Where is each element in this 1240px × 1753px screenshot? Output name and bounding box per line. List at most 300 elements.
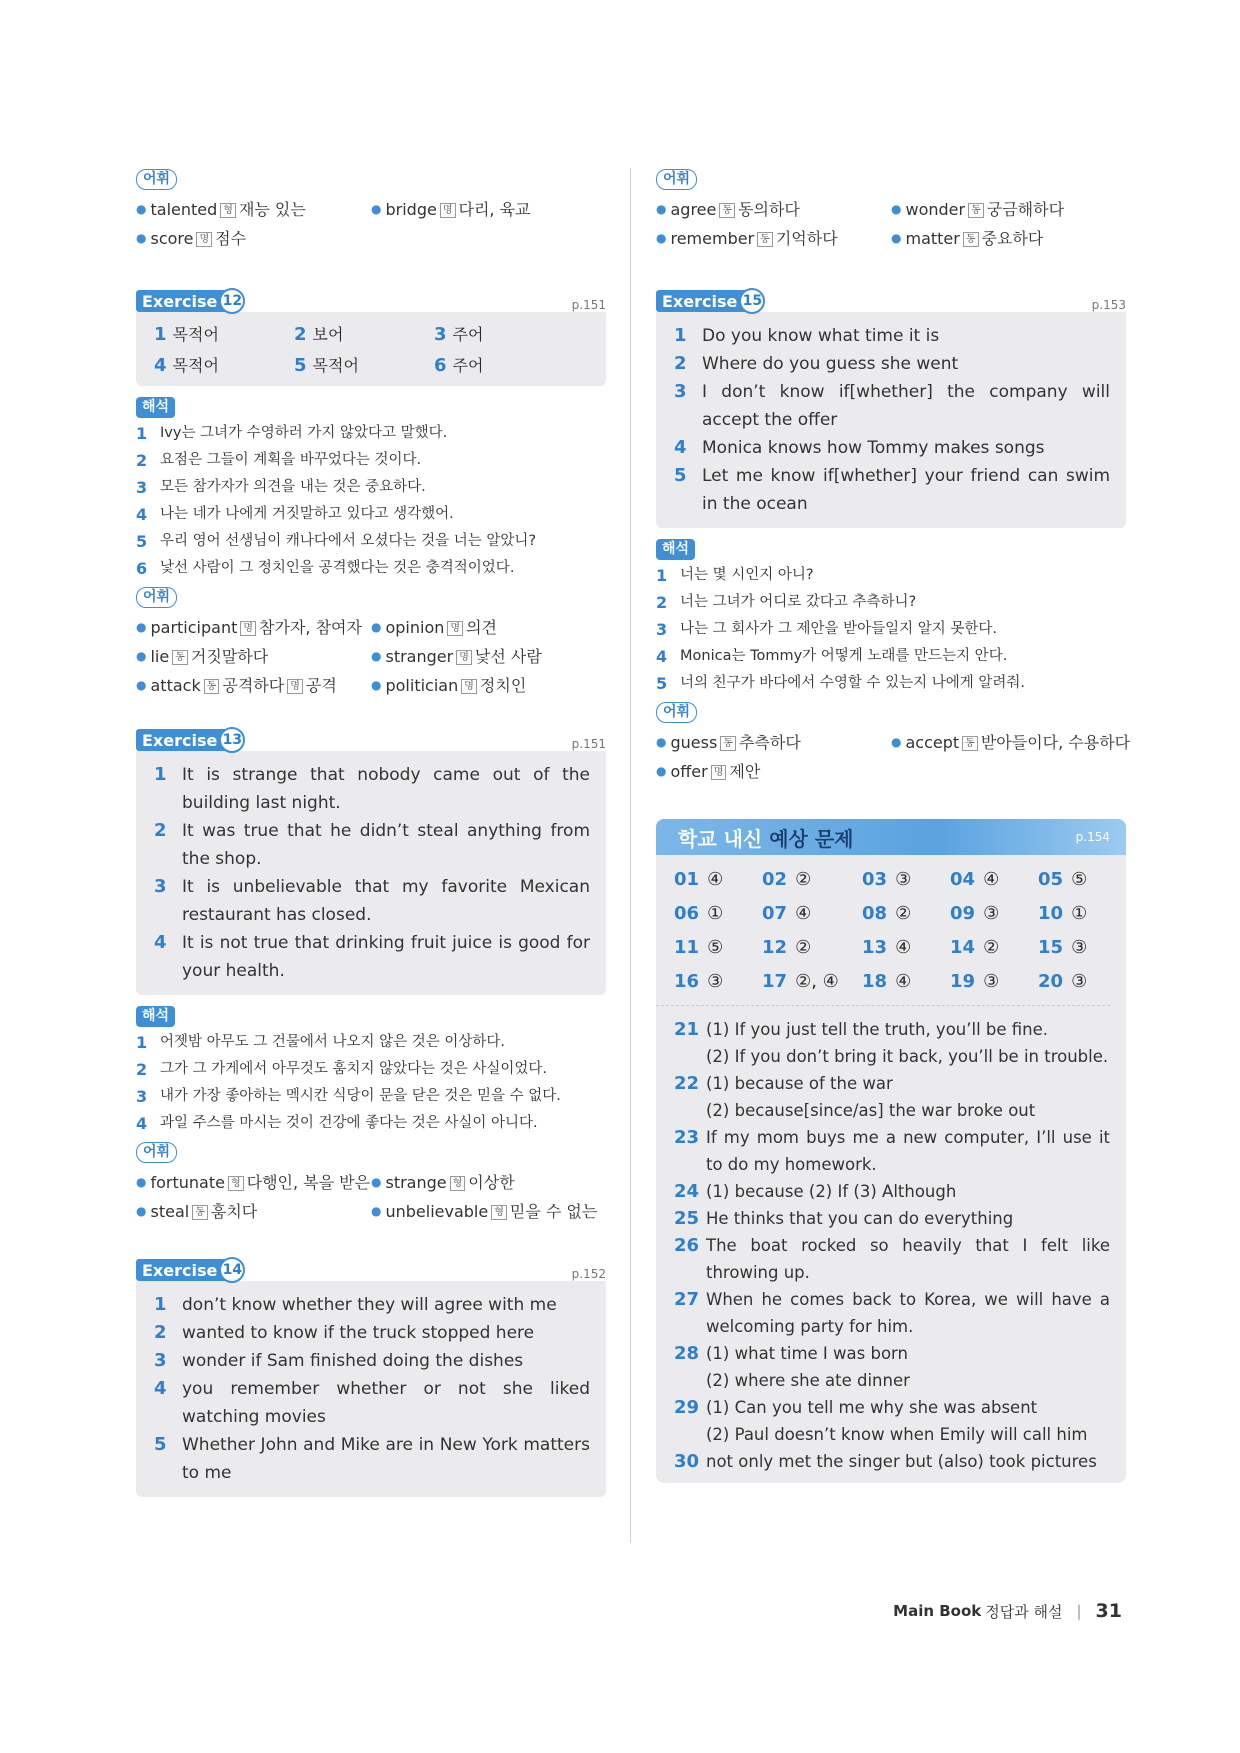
vocab-word: bridge: [385, 200, 437, 219]
question-number: 10: [1038, 903, 1064, 924]
translation-item: [136, 420, 606, 447]
question-number: 03: [862, 869, 888, 890]
bullet-icon: ●: [656, 735, 667, 749]
answer-text: Where do you guess she went: [702, 354, 959, 374]
answer-text: wanted to know if the truck stopped here: [182, 1323, 535, 1343]
vocab-item: [136, 1200, 371, 1223]
vocab-item: [136, 198, 371, 221]
question-number: 23: [674, 1127, 700, 1148]
footer-brand: Main Book: [893, 1602, 982, 1620]
question-number: 13: [862, 937, 888, 958]
part-of-speech-badge: 명: [440, 203, 456, 218]
translation-item: [136, 1110, 606, 1137]
translation-label: 해석: [136, 397, 175, 418]
question-number: 20: [1038, 971, 1064, 992]
vocab-item: [656, 198, 891, 221]
question-number: 22: [674, 1073, 700, 1094]
question-number: 15: [1038, 937, 1064, 958]
question-number: 30: [674, 1451, 700, 1472]
footer-separator: |: [1076, 1602, 1082, 1620]
short-answer-text: (2) Paul doesn’t know when Emily will call him: [706, 1425, 1088, 1444]
page-number: 31: [1095, 1600, 1122, 1622]
mc-answer: [862, 867, 950, 893]
vocab-meaning: 재능 있는: [238, 200, 306, 219]
vocab-word: attack: [150, 676, 201, 695]
vocab-label: 어휘: [656, 169, 697, 190]
question-number: 04: [950, 869, 976, 890]
answer-text: Whether John and Mike are in New York matters to me: [182, 1435, 590, 1483]
item-number: 2: [136, 451, 148, 470]
translation-item: [656, 643, 1126, 670]
vocab-item: [891, 731, 1131, 754]
answer-item: [154, 1347, 590, 1375]
item-number: 3: [674, 381, 687, 402]
vocab-label: 어휘: [136, 587, 177, 608]
answer-item: [674, 350, 1110, 378]
short-answer-item: [674, 1394, 1110, 1421]
choice-answer: ③: [983, 903, 1000, 924]
translation-item: [656, 589, 1126, 616]
vocab-meaning: 참가자, 참여자: [259, 618, 362, 637]
question-number: 06: [674, 903, 700, 924]
translation-text: 나는 네가 나에게 거짓말하고 있다고 생각했어.: [160, 506, 454, 522]
exercise-label: Exercise: [142, 730, 218, 750]
short-answer-item: [674, 1070, 1110, 1097]
page-reference: p.154: [1075, 830, 1110, 844]
vocab-word: lie: [150, 647, 170, 666]
vocab-meaning: 믿을 수 없는: [509, 1202, 598, 1221]
vocab-item: [371, 1200, 606, 1223]
translation-item: [656, 562, 1126, 589]
answer-item: [154, 873, 590, 929]
exercise-label: Exercise: [142, 291, 218, 311]
vocab-meaning: 다리, 육교: [458, 200, 531, 219]
vocab-word: participant: [150, 618, 238, 637]
short-answer-item: [674, 1286, 1110, 1340]
mc-answer: [950, 935, 1038, 961]
vocab-meaning: 공격하다: [222, 676, 285, 695]
vocab-word: offer: [670, 762, 708, 781]
answer-item: [434, 353, 574, 376]
vocab-word: politician: [385, 676, 459, 695]
vocab-section: [656, 168, 1126, 250]
item-number: 6: [136, 559, 148, 578]
question-number: 05: [1038, 869, 1064, 890]
answer-text: It is strange that nobody came out of the building last night.: [182, 765, 590, 813]
bullet-icon: ●: [891, 231, 902, 245]
bullet-icon: ●: [371, 620, 382, 634]
vocab-section: [136, 168, 606, 250]
item-number: 1: [136, 1033, 148, 1052]
exercise-header: [136, 1255, 606, 1281]
answer-text: don’t know whether they will agree with me: [182, 1295, 557, 1315]
answer-text: Monica knows how Tommy makes songs: [702, 438, 1045, 458]
bullet-icon: ●: [371, 1175, 382, 1189]
answer-item: [674, 434, 1110, 462]
translation-text: 너는 그녀가 어디로 갔다고 추측하니?: [680, 594, 917, 610]
vocab-meaning: 중요하다: [981, 229, 1044, 248]
bullet-icon: ●: [656, 202, 667, 216]
mc-answer: [674, 969, 762, 995]
answer-item: [154, 1375, 590, 1431]
mc-answer: [762, 867, 862, 893]
choice-answer: ④: [795, 903, 812, 924]
vocab-item: [656, 227, 891, 250]
vocab-item: [136, 227, 371, 250]
vocab-word: steal: [150, 1202, 190, 1221]
answer-box: [656, 312, 1126, 528]
vocab-word: matter: [905, 229, 960, 248]
translation-item: [136, 474, 606, 501]
choice-answer: ②: [795, 937, 812, 958]
mc-answer: [674, 867, 762, 893]
answer-item: [154, 353, 294, 376]
question-number: 07: [762, 903, 788, 924]
translation-item: [136, 1083, 606, 1110]
vocab-list: [136, 616, 606, 697]
right-column: [656, 168, 1131, 1483]
bullet-icon: ●: [371, 1204, 382, 1218]
choice-answer: ①: [707, 903, 724, 924]
vocab-meaning: 거짓말하다: [190, 647, 269, 666]
question-number: [674, 1367, 706, 1394]
question-number: 01: [674, 869, 700, 890]
part-of-speech-badge: 형: [491, 1205, 507, 1220]
short-answer-text: (2) If you don’t bring it back, you’ll be in trouble.: [706, 1047, 1109, 1066]
vocab-word: opinion: [385, 618, 445, 637]
exercise-label: Exercise: [662, 291, 738, 311]
vocab-meaning: 이상한: [468, 1173, 515, 1192]
short-answer-text: The boat rocked so heavily that I felt like throwing up.: [706, 1236, 1110, 1282]
answer-grid: [154, 322, 590, 376]
item-number: 4: [656, 647, 668, 666]
footer-subtitle: 정답과 해설: [985, 1602, 1063, 1621]
short-answer-item: [674, 1421, 1110, 1448]
question-number: 16: [674, 971, 700, 992]
answer-box: [136, 312, 606, 386]
short-answer-text: not only met the singer but (also) took pictures: [706, 1452, 1097, 1471]
vocab-meaning: 공격: [305, 676, 337, 695]
answer-item: [674, 462, 1110, 518]
vocab-meaning: 낯선 사람: [474, 647, 542, 666]
translation-item: [136, 1056, 606, 1083]
bullet-icon: ●: [136, 231, 147, 245]
vocab-word: agree: [670, 200, 717, 219]
translation-item: [656, 670, 1126, 697]
answer-text: 목적어: [172, 356, 219, 375]
item-number: 5: [154, 1434, 167, 1455]
part-of-speech-badge: 명: [447, 621, 463, 636]
exercise-13: [136, 725, 606, 1223]
vocab-word: stranger: [385, 647, 454, 666]
short-answer-item: [674, 1232, 1110, 1286]
item-number: 1: [656, 566, 668, 585]
translation-item: [136, 501, 606, 528]
translation-text: 낯선 사람이 그 정치인을 공격했다는 것은 충격적이었다.: [160, 560, 515, 576]
short-answer-item: [674, 1448, 1110, 1475]
answer-box: [136, 751, 606, 995]
choice-answer: ②, ④: [795, 971, 839, 992]
translation-text: 나는 그 회사가 그 제안을 받아들일지 알지 못한다.: [680, 621, 998, 637]
part-of-speech-badge: 동: [962, 736, 978, 751]
answer-text: 주어: [452, 356, 484, 375]
choice-answer: ②: [795, 869, 812, 890]
part-of-speech-badge: 동: [719, 203, 735, 218]
item-number: 4: [154, 1378, 167, 1399]
translation-text: 그가 그 가게에서 아무것도 훔치지 않았다는 것은 사실이었다.: [160, 1061, 548, 1077]
translation-label: 해석: [656, 539, 695, 560]
page-reference: p.151: [571, 737, 606, 751]
bullet-icon: ●: [136, 1175, 147, 1189]
exam-title-part-b: 예상 문제: [769, 826, 854, 851]
vocab-meaning: 궁금해하다: [986, 200, 1065, 219]
short-answer-item: [674, 1367, 1110, 1394]
answer-item: [154, 929, 590, 985]
exercise-tag: [656, 290, 763, 312]
bullet-icon: ●: [136, 1204, 147, 1218]
item-number: 3: [434, 324, 447, 345]
translation-text: 내가 가장 좋아하는 멕시칸 식당이 문을 닫은 것은 믿을 수 없다.: [160, 1088, 561, 1104]
exercise-number: 13: [219, 727, 245, 753]
bullet-icon: ●: [136, 620, 147, 634]
vocab-item: [656, 760, 891, 783]
exercise-12: [136, 286, 606, 697]
short-answer-text: If my mom buys me a new computer, I’ll use it to do my homework.: [706, 1128, 1110, 1174]
translation-list: [656, 562, 1126, 697]
question-number: 12: [762, 937, 788, 958]
bullet-icon: ●: [136, 202, 147, 216]
vocab-item: [371, 198, 606, 221]
exercise-header: [136, 286, 606, 312]
vocab-item: [136, 645, 371, 668]
answer-box: [136, 1281, 606, 1497]
translation-text: 우리 영어 선생님이 캐나다에서 오셨다는 것을 너는 알았니?: [160, 533, 537, 549]
item-number: 4: [154, 355, 167, 376]
answer-item: [154, 761, 590, 817]
item-number: 3: [154, 876, 167, 897]
short-answer-text: When he comes back to Korea, we will have a welcoming party for him.: [706, 1290, 1110, 1336]
question-number: [674, 1043, 706, 1070]
item-number: 5: [294, 355, 307, 376]
item-number: 2: [294, 324, 307, 345]
item-number: 4: [136, 1114, 148, 1133]
mc-answer: [674, 935, 762, 961]
bullet-icon: ●: [136, 678, 147, 692]
item-number: 1: [154, 764, 167, 785]
vocab-item: [371, 1171, 606, 1194]
choice-answer: ⑤: [1071, 869, 1088, 890]
translation-text: Ivy는 그녀가 수영하러 가지 않았다고 말했다.: [160, 425, 448, 441]
item-number: 3: [136, 1087, 148, 1106]
exam-title-part-a: 학교 내신: [678, 826, 763, 851]
mc-answer: [1038, 935, 1118, 961]
short-answer-text: (1) Can you tell me why she was absent: [706, 1398, 1038, 1417]
multiple-choice-answers: [656, 855, 1110, 1006]
page-reference: p.152: [571, 1267, 606, 1281]
short-answer-text: (2) because[since/as] the war broke out: [706, 1101, 1036, 1120]
translation-item: [136, 528, 606, 555]
short-answer-text: (1) because (2) If (3) Although: [706, 1182, 957, 1201]
item-number: 4: [674, 437, 687, 458]
short-answer-text: (1) what time I was born: [706, 1344, 908, 1363]
part-of-speech-badge: 명: [461, 679, 477, 694]
item-number: 3: [136, 478, 148, 497]
exercise-number: 12: [219, 288, 245, 314]
exam-title: [678, 823, 853, 852]
vocab-word: unbelievable: [385, 1202, 489, 1221]
part-of-speech-badge: 명: [456, 650, 472, 665]
item-number: 4: [136, 505, 148, 524]
left-column: [136, 168, 606, 1497]
choice-answer: ②: [983, 937, 1000, 958]
vocab-meaning: 점수: [215, 229, 247, 248]
question-number: 11: [674, 937, 700, 958]
vocab-label: 어휘: [136, 1142, 177, 1163]
question-number: 27: [674, 1289, 700, 1310]
choice-answer: ②: [895, 903, 912, 924]
exercise-label: Exercise: [142, 1260, 218, 1280]
question-number: [674, 1421, 706, 1448]
answer-text: 주어: [452, 325, 484, 344]
exam-header: [656, 819, 1126, 855]
short-answer-text: He thinks that you can do everything: [706, 1209, 1014, 1228]
item-number: 1: [154, 1294, 167, 1315]
translation-item: [136, 447, 606, 474]
part-of-speech-badge: 명: [240, 621, 256, 636]
answer-text: Do you know what time it is: [702, 326, 940, 346]
bullet-icon: ●: [371, 678, 382, 692]
short-answer-item: [674, 1178, 1110, 1205]
vocab-list: [136, 1171, 606, 1223]
short-answer-item: [674, 1043, 1110, 1070]
choice-answer: ⑤: [707, 937, 724, 958]
item-number: 2: [154, 1322, 167, 1343]
vocab-word: talented: [150, 200, 218, 219]
item-number: 3: [154, 1350, 167, 1371]
choice-answer: ③: [895, 869, 912, 890]
translation-item: [656, 616, 1126, 643]
mc-answer: [862, 901, 950, 927]
item-number: 1: [674, 325, 687, 346]
vocab-meaning: 기억하다: [775, 229, 838, 248]
vocab-word: score: [150, 229, 194, 248]
part-of-speech-badge: 동: [192, 1205, 208, 1220]
page-reference: p.151: [571, 298, 606, 312]
part-of-speech-badge: 동: [172, 650, 188, 665]
mc-answer: [950, 867, 1038, 893]
vocab-word: strange: [385, 1173, 447, 1192]
translation-item: [136, 1029, 606, 1056]
translation-list: [136, 1029, 606, 1137]
answer-text: 보어: [312, 325, 344, 344]
exercise-14: [136, 1255, 606, 1497]
answer-text: wonder if Sam finished doing the dishes: [182, 1351, 524, 1371]
exercise-tag: [136, 1259, 243, 1281]
answer-item: [154, 817, 590, 873]
mc-answer: [762, 935, 862, 961]
item-number: 5: [136, 532, 148, 551]
translation-text: 너의 친구가 바다에서 수영할 수 있는지 나에게 알려줘.: [680, 675, 1026, 691]
mc-answer: [762, 901, 862, 927]
vocab-label: 어휘: [656, 702, 697, 723]
exercise-tag: [136, 290, 243, 312]
part-of-speech-badge: 형: [220, 203, 236, 218]
translation-text: 너는 몇 시인지 아니?: [680, 567, 814, 583]
item-number: 5: [674, 465, 687, 486]
mc-answer: [674, 901, 762, 927]
vocab-meaning: 다행인, 복을 받은: [246, 1173, 371, 1192]
short-answer-item: [674, 1340, 1110, 1367]
question-number: 14: [950, 937, 976, 958]
question-number: 21: [674, 1019, 700, 1040]
vocab-item: [136, 674, 371, 697]
exercise-15: [656, 286, 1131, 783]
vocab-meaning: 제안: [729, 762, 761, 781]
choice-answer: ③: [983, 971, 1000, 992]
vocab-meaning: 정치인: [479, 676, 527, 695]
short-answer-item: [674, 1097, 1110, 1124]
item-number: 2: [154, 820, 167, 841]
bullet-icon: ●: [891, 202, 902, 216]
bullet-icon: ●: [371, 202, 382, 216]
vocab-meaning: 추측하다: [738, 733, 801, 752]
school-exam-section: [656, 819, 1126, 1483]
question-number: 19: [950, 971, 976, 992]
answer-text: you remember whether or not she liked watching movies: [182, 1379, 590, 1427]
answer-item: [154, 1431, 590, 1487]
question-number: 29: [674, 1397, 700, 1418]
column-divider: [630, 168, 631, 1543]
mc-answer: [862, 969, 950, 995]
item-number: 4: [154, 932, 167, 953]
mc-answer: [1038, 901, 1118, 927]
translation-text: 과일 주스를 마시는 것이 건강에 좋다는 것은 사실이 아니다.: [160, 1115, 538, 1131]
short-answer-text: (1) If you just tell the truth, you’ll be fine.: [706, 1020, 1049, 1039]
vocab-word: guess: [670, 733, 718, 752]
answer-text: 목적어: [172, 325, 219, 344]
answer-text: It was true that he didn’t steal anything from the shop.: [182, 821, 590, 869]
answer-text: I don’t know if[whether] the company will accept the offer: [702, 382, 1110, 430]
short-answer-text: (2) where she ate dinner: [706, 1371, 910, 1390]
vocab-meaning: 훔치다: [210, 1202, 258, 1221]
part-of-speech-badge: 동: [204, 679, 220, 694]
exercise-tag: [136, 729, 243, 751]
vocab-item: [891, 227, 1126, 250]
exercise-header: [136, 725, 606, 751]
choice-answer: ④: [707, 869, 724, 890]
answer-item: [154, 1291, 590, 1319]
translation-text: 요점은 그들이 계획을 바꾸었다는 것이다.: [160, 452, 422, 468]
vocab-list: [656, 731, 1131, 783]
item-number: 6: [434, 355, 447, 376]
bullet-icon: ●: [656, 231, 667, 245]
answer-text: It is unbelievable that my favorite Mexican restaurant has closed.: [182, 877, 590, 925]
question-number: 24: [674, 1181, 700, 1202]
question-number: 25: [674, 1208, 700, 1229]
bullet-icon: ●: [136, 649, 147, 663]
exercise-number: 15: [739, 288, 765, 314]
part-of-speech-badge: 동: [963, 232, 979, 247]
answer-item: [154, 322, 294, 345]
answer-item: [294, 322, 434, 345]
answer-item: [434, 322, 574, 345]
vocab-item: [891, 198, 1126, 221]
translation-text: 어젯밤 아무도 그 건물에서 나오지 않은 것은 이상하다.: [160, 1034, 506, 1050]
question-number: 02: [762, 869, 788, 890]
vocab-label: 어휘: [136, 169, 177, 190]
item-number: 5: [656, 674, 668, 693]
question-number: 18: [862, 971, 888, 992]
